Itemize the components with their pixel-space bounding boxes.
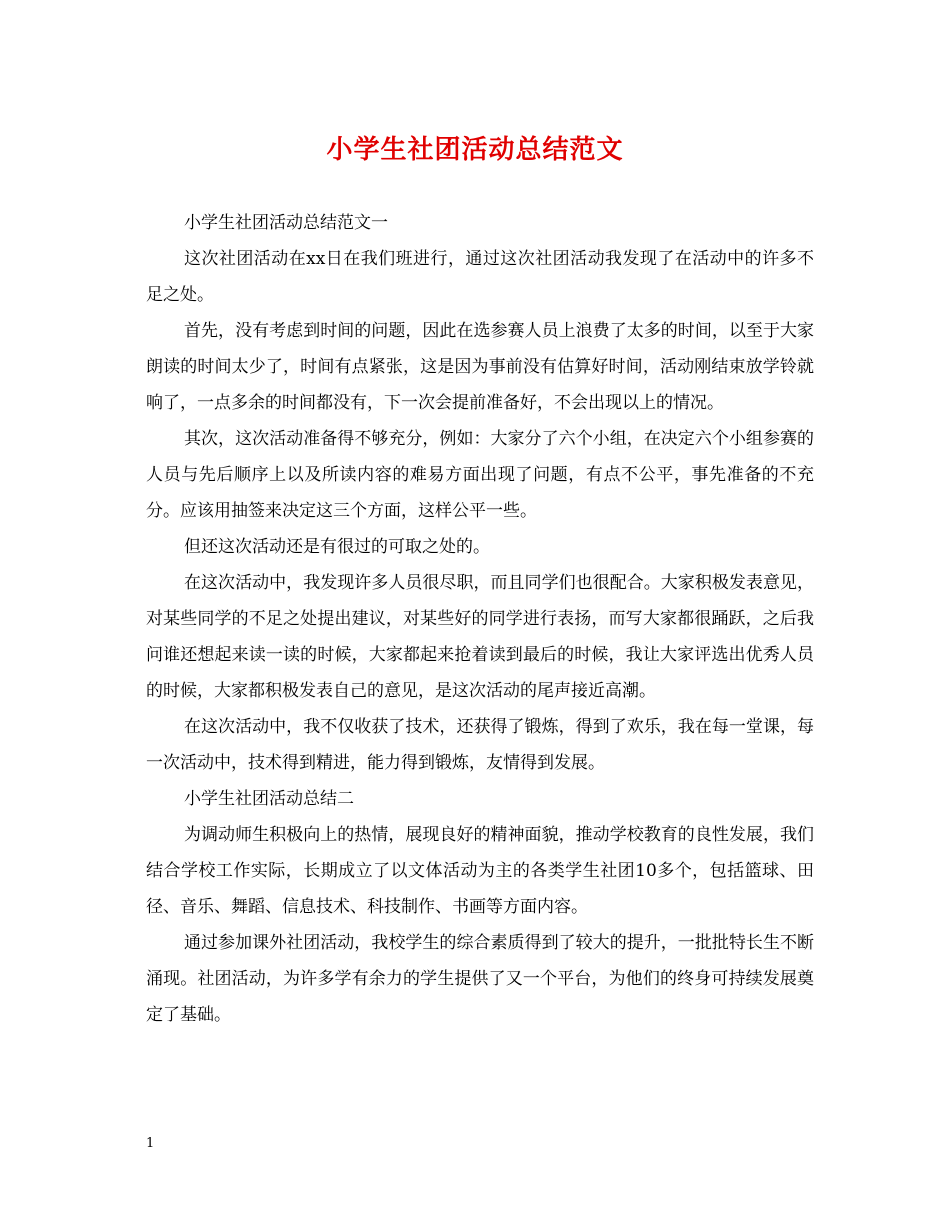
paragraph-heading-1: 小学生社团活动总结范文一 [184, 213, 388, 233]
paragraph: 在这次活动中，我不仅收获了技术，还获得了锻炼，得到了欢乐，我在每一堂课，每一次活动中，技术得到精进，能力得到锻炼，友情得到发展。 [146, 717, 814, 773]
paragraph-heading-2: 小学生社团活动总结二 [184, 789, 354, 809]
paragraph: 在这次活动中，我发现许多人员很尽职，而且同学们也很配合。大家积极发表意见，对某些同学的不足之处提出建议，对某些好的同学进行表扬，而写大家都很踊跃，之后我问谁还想起来读一读的时候，大家都起来抢着读到最后的时候，我让大家评选出优秀人员的时候，大家都积极发表自己的意见，是这次活动的尾声接近高潮。 [146, 573, 814, 701]
paragraph: 但还这次活动还是有很过的可取之处的。 [184, 537, 490, 557]
paragraph: 这次社团活动在xx日在我们班进行，通过这次社团活动我发现了在活动中的许多不足之处。 [146, 249, 814, 305]
paragraph: 为调动师生积极向上的热情，展现良好的精神面貌，推动学校教育的良性发展，我们结合学校工作实际，长期成立了以文体活动为主的各类学生社团10多个，包括篮球、田径、音乐、舞蹈、信息技术、科技制作、书画等方面内容。 [146, 825, 814, 917]
paragraph: 其次，这次活动准备得不够充分，例如：大家分了六个小组，在决定六个小组参赛的人员与先后顺序上以及所读内容的难易方面出现了问题，有点不公平，事先准备的不充分。应该用抽签来决定这三个方面，这样公平一些。 [146, 429, 814, 521]
paragraph: 首先，没有考虑到时间的问题，因此在选参赛人员上浪费了太多的时间，以至于大家朗读的时间太少了，时间有点紧张，这是因为事前没有估算好时间，活动刚结束放学铃就响了，一点多余的时间都没有，下一次会提前准备好，不会出现以上的情况。 [146, 321, 814, 413]
document-title: 小学生社团活动总结范文 [326, 135, 624, 165]
document-body [146, 205, 814, 1033]
paragraph: 通过参加课外社团活动，我校学生的综合素质得到了较大的提升，一批批特长生不断涌现。社团活动，为许多学有余力的学生提供了又一个平台，为他们的终身可持续发展奠定了基础。 [146, 933, 814, 1025]
page-number: 1 [146, 1136, 155, 1151]
